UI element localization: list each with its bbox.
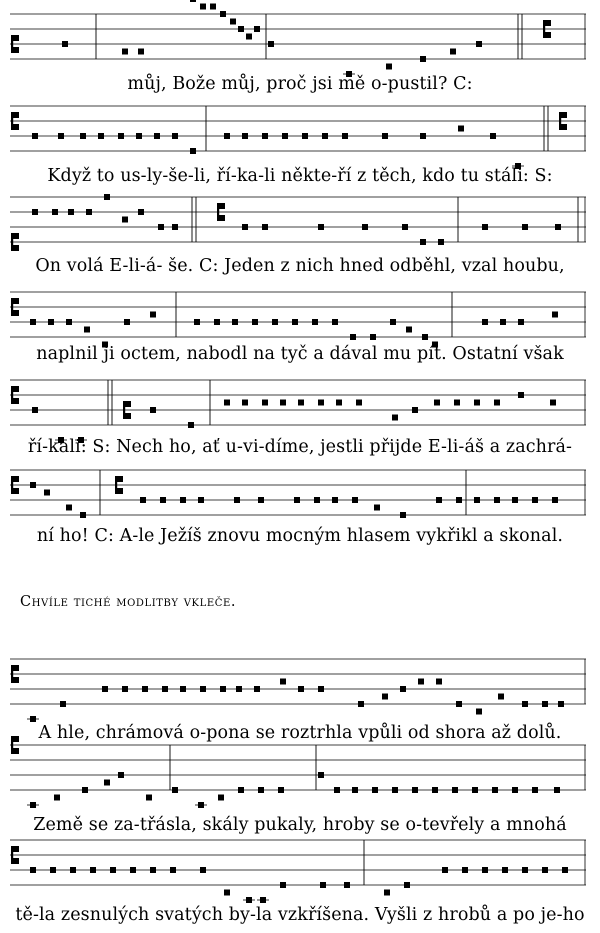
- lyric-line: On volá E-li-á- še. C: Jeden z nich hned odběhl, vzal houbu,: [35, 256, 565, 276]
- note-head: [494, 497, 500, 503]
- note-head: [482, 867, 488, 873]
- note-head: [420, 133, 426, 139]
- note-head: [532, 497, 538, 503]
- note-head: [522, 701, 528, 707]
- note-head: [298, 400, 304, 406]
- note-head: [172, 133, 178, 139]
- note-head: [452, 787, 458, 793]
- note-head: [200, 4, 206, 10]
- note-head: [220, 11, 226, 17]
- note-head: [402, 224, 408, 230]
- note-head: [30, 482, 36, 488]
- note-head: [162, 686, 168, 692]
- note-head: [200, 686, 206, 692]
- note-head: [258, 497, 264, 503]
- note-head: [122, 686, 128, 692]
- note-head: [456, 497, 462, 503]
- note-head: [356, 400, 362, 406]
- note-head: [334, 787, 340, 793]
- note-head: [280, 882, 286, 888]
- note-head: [32, 133, 38, 139]
- note-head: [406, 327, 412, 333]
- note-head: [170, 867, 176, 873]
- note-head: [142, 686, 148, 692]
- note-head: [412, 407, 418, 413]
- note-head: [190, 0, 196, 2]
- note-head: [122, 49, 128, 55]
- note-head: [318, 224, 324, 230]
- note-head: [436, 679, 442, 685]
- note-head: [154, 133, 160, 139]
- note-head: [280, 679, 286, 685]
- note-head: [238, 787, 244, 793]
- note-head: [438, 239, 444, 245]
- note-head: [236, 686, 242, 692]
- note-head: [302, 133, 308, 139]
- note-head: [562, 867, 568, 873]
- note-head: [342, 133, 348, 139]
- note-head: [352, 497, 358, 503]
- note-head: [44, 490, 50, 496]
- note-head: [472, 787, 478, 793]
- note-head: [150, 407, 156, 413]
- note-head: [404, 882, 410, 888]
- lyric-line: ří-kali: S: Nech ho, ať u-vi-díme, jestli přijde E-li-áš a zachrá-: [27, 437, 573, 457]
- note-head: [60, 701, 66, 707]
- note-head: [292, 319, 298, 325]
- note-head: [136, 133, 142, 139]
- note-head: [522, 867, 528, 873]
- note-head: [336, 400, 342, 406]
- note-head: [476, 709, 482, 715]
- note-head: [254, 686, 260, 692]
- note-head: [502, 867, 508, 873]
- note-head: [492, 787, 498, 793]
- note-head: [180, 497, 186, 503]
- note-head: [552, 312, 558, 318]
- note-head: [382, 133, 388, 139]
- note-head: [242, 133, 248, 139]
- lyric-line: tě-la zesnulých svatých by-la vzkříšena. Vyšli z hrobů a po je-ho: [15, 905, 585, 925]
- note-head: [512, 497, 518, 503]
- note-head: [84, 327, 90, 333]
- note-head: [555, 224, 561, 230]
- note-head: [242, 224, 248, 230]
- note-head: [392, 787, 398, 793]
- note-head: [188, 422, 194, 428]
- note-head: [490, 133, 496, 139]
- lyric-line: Země se za-třásla, skály pukaly, hroby se o-tevřely a mnohá: [33, 815, 567, 835]
- note-head: [552, 497, 558, 503]
- note-head: [322, 133, 328, 139]
- note-head: [146, 795, 152, 801]
- note-head: [320, 882, 326, 888]
- note-head: [130, 867, 136, 873]
- note-head: [298, 686, 304, 692]
- note-head: [318, 772, 324, 778]
- note-head: [258, 787, 264, 793]
- note-head: [58, 133, 64, 139]
- note-head: [54, 795, 60, 801]
- note-head: [200, 867, 206, 873]
- note-head: [454, 400, 460, 406]
- note-head: [358, 701, 364, 707]
- note-head: [542, 867, 548, 873]
- note-head: [422, 334, 428, 340]
- note-head: [66, 505, 72, 511]
- note-head: [262, 224, 268, 230]
- note-head: [62, 41, 68, 47]
- lyric-line: naplnil ji octem, nabodl na tyč a dával mu pít. Ostatní však: [36, 344, 564, 364]
- note-head: [210, 4, 216, 10]
- note-head: [272, 319, 278, 325]
- note-head: [66, 319, 72, 325]
- note-head: [80, 133, 86, 139]
- note-head: [104, 194, 110, 200]
- note-head: [224, 400, 230, 406]
- note-head: [314, 497, 320, 503]
- note-head: [542, 701, 548, 707]
- note-head: [558, 701, 564, 707]
- note-head: [32, 407, 38, 413]
- note-head: [190, 148, 196, 154]
- note-head: [122, 217, 128, 223]
- note-head: [214, 319, 220, 325]
- note-head: [124, 319, 130, 325]
- note-head: [50, 867, 56, 873]
- note-head: [518, 392, 524, 398]
- note-head: [500, 319, 506, 325]
- note-head: [370, 334, 376, 340]
- note-head: [52, 209, 58, 215]
- note-head: [224, 133, 230, 139]
- note-head: [140, 497, 146, 503]
- note-head: [32, 209, 38, 215]
- note-head: [234, 497, 240, 503]
- note-head: [238, 26, 244, 32]
- note-head: [374, 505, 380, 511]
- note-head: [318, 400, 324, 406]
- note-head: [102, 686, 108, 692]
- note-head: [386, 64, 392, 70]
- note-head: [462, 867, 468, 873]
- note-head: [332, 319, 338, 325]
- note-head: [138, 49, 144, 55]
- note-head: [418, 679, 424, 685]
- note-head: [458, 126, 464, 132]
- note-head: [268, 41, 274, 47]
- note-head: [180, 686, 186, 692]
- note-head: [224, 890, 230, 896]
- note-head: [372, 787, 378, 793]
- note-head: [362, 224, 368, 230]
- note-head: [262, 400, 268, 406]
- note-head: [198, 497, 204, 503]
- note-head: [282, 133, 288, 139]
- note-head: [68, 209, 74, 215]
- note-head: [318, 686, 324, 692]
- note-head: [80, 512, 86, 518]
- note-head: [30, 319, 36, 325]
- note-head: [432, 787, 438, 793]
- note-head: [400, 512, 406, 518]
- note-head: [172, 787, 178, 793]
- note-head: [254, 26, 260, 32]
- note-head: [150, 867, 156, 873]
- note-head: [436, 497, 442, 503]
- note-head: [554, 787, 560, 793]
- staff: [10, 725, 586, 825]
- note-head: [474, 497, 480, 503]
- note-head: [518, 319, 524, 325]
- note-head: [350, 334, 356, 340]
- note-head: [532, 787, 538, 793]
- note-head: [512, 787, 518, 793]
- lyric-line: ní ho! C: A-le Ježíš znovu mocným hlasem vykřikl a skonal.: [36, 526, 564, 546]
- note-head: [390, 319, 396, 325]
- note-head: [194, 319, 200, 325]
- note-head: [138, 209, 144, 215]
- note-head: [494, 400, 500, 406]
- note-head: [262, 133, 268, 139]
- note-head: [434, 400, 440, 406]
- note-head: [242, 400, 248, 406]
- note-head: [352, 787, 358, 793]
- lyric-line: Když to us-ly-še-li, ří-ka-li někte-ří z těch, kdo tu stáli: S:: [47, 166, 553, 186]
- note-head: [476, 41, 482, 47]
- note-head: [522, 224, 528, 230]
- note-head: [30, 867, 36, 873]
- lyric-line: můj, Bože můj, proč jsi mě o-pustil? C:: [127, 74, 473, 94]
- note-head: [442, 867, 448, 873]
- note-head: [48, 319, 54, 325]
- note-head: [332, 497, 338, 503]
- note-head: [392, 415, 398, 421]
- note-head: [150, 312, 156, 318]
- note-head: [294, 497, 300, 503]
- note-head: [70, 867, 76, 873]
- note-head: [86, 209, 92, 215]
- note-head: [118, 133, 124, 139]
- lyric-line: A hle, chrámová o-pona se roztrhla vpůli od shora až dolů.: [38, 723, 562, 743]
- note-head: [90, 867, 96, 873]
- note-head: [312, 319, 318, 325]
- note-head: [246, 34, 252, 40]
- note-head: [450, 49, 456, 55]
- note-head: [412, 787, 418, 793]
- note-head: [382, 694, 388, 700]
- note-head: [220, 686, 226, 692]
- note-head: [118, 772, 124, 778]
- note-head: [474, 400, 480, 406]
- note-head: [420, 56, 426, 62]
- note-head: [82, 787, 88, 793]
- note-head: [104, 780, 110, 786]
- note-head: [420, 239, 426, 245]
- note-head: [344, 882, 350, 888]
- note-head: [160, 497, 166, 503]
- note-head: [110, 867, 116, 873]
- note-head: [482, 224, 488, 230]
- note-head: [400, 686, 406, 692]
- note-head: [218, 795, 224, 801]
- note-head: [456, 701, 462, 707]
- note-head: [252, 319, 258, 325]
- note-head: [482, 319, 488, 325]
- note-head: [98, 133, 104, 139]
- note-head: [158, 224, 164, 230]
- rubric: Chvíle tiché modlitby vkleče.: [20, 594, 237, 610]
- note-head: [550, 400, 556, 406]
- note-head: [280, 400, 286, 406]
- note-head: [232, 319, 238, 325]
- note-head: [230, 19, 236, 25]
- note-head: [498, 694, 504, 700]
- note-head: [172, 224, 178, 230]
- note-head: [384, 890, 390, 896]
- note-head: [278, 787, 284, 793]
